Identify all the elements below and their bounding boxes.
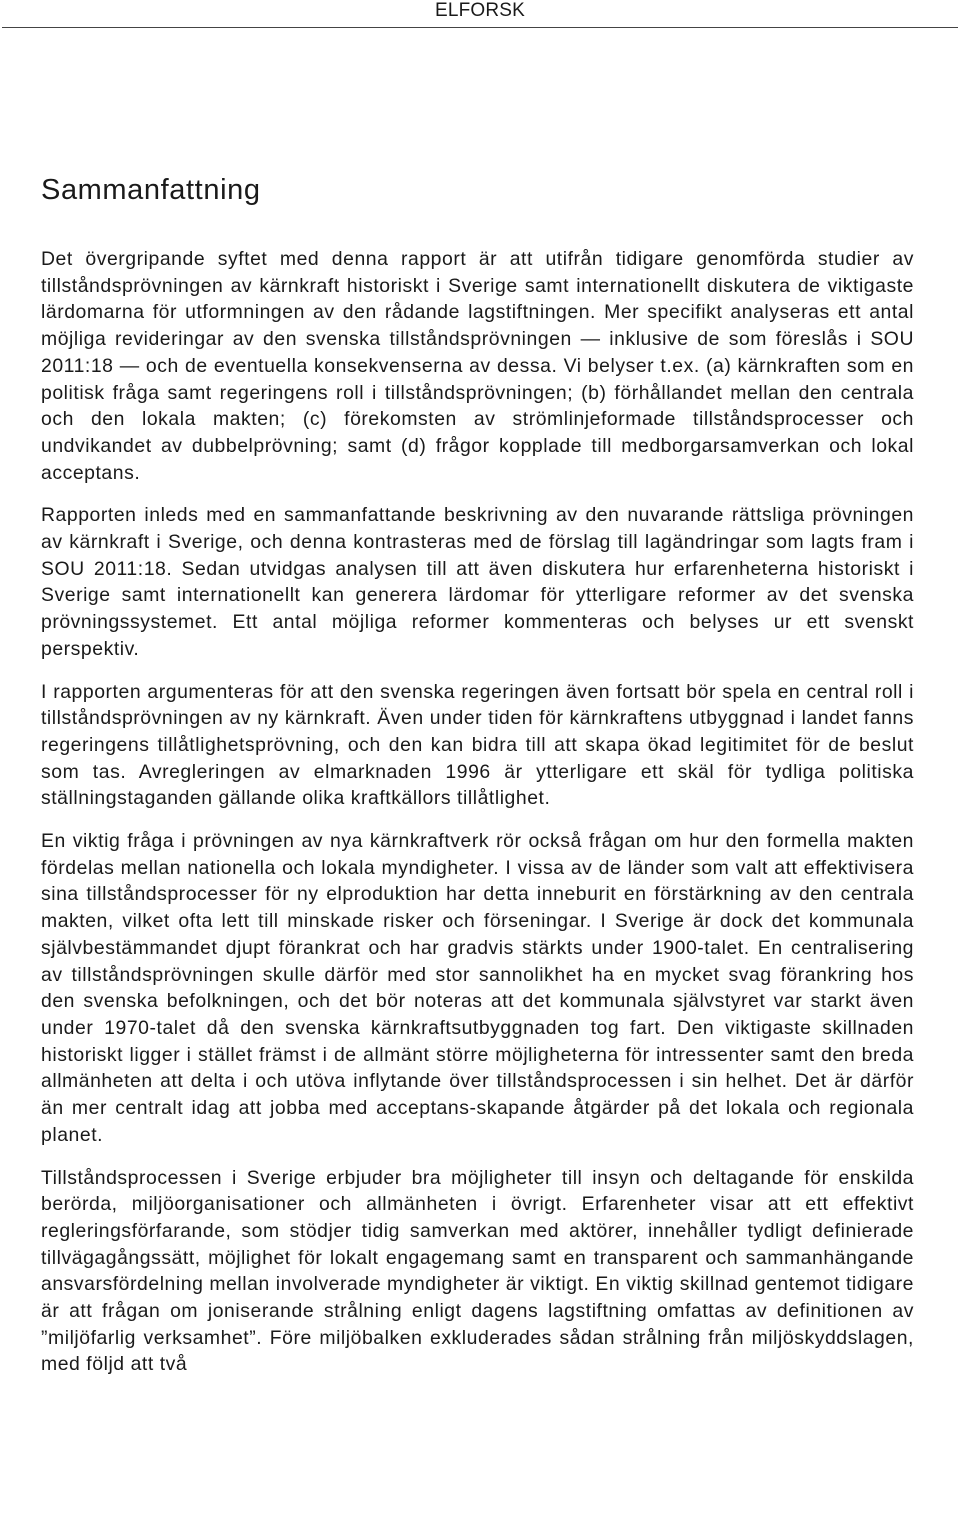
paragraph-4: En viktig fråga i prövningen av nya kärnkraftverk rör också frågan om hur den formella makten fördelas mellan nationella och lokala myndigheter. I vissa av de länder som valt att effektivisera sina tillståndsprocesser för ny elproduktion har detta inneburit en förstärkning av den centrala makten, vilket ofta lett till minskade risker och förseningar. I Sverige är dock det kommunala självbestämmandet djupt förankrat och har gradvis stärkts under 1900-talet. En centralisering av tillståndsprövningen skulle därför med stor sannolikhet ha en mycket svag förankring hos den svenska befolkningen, och det bör noteras att det kommunala självstyret var starkt även under 1970-talet då den svenska kärnkraftsutbyggnaden tog fart. Den viktigaste skillnaden historiskt ligger i stället främst i de allmänt större möjligheterna för intressenter samt den breda allmänheten att delta i och utöva inflytande över tillståndsprocessen i sin helhet. Det är därför än mer centralt idag att jobba med acceptans-skapande åtgärder på det lokala och regionala planet. [41,830,914,1146]
header-divider [2,27,958,28]
paragraph-2: Rapporten inleds med en sammanfattande beskrivning av den nuvarande rättsliga prövningen av kärnkraft i Sverige, och denna kontrasteras med de förslag till lagändringar som lagts fram i SOU 2011:18. Sedan utvidgas analysen till att även diskutera hur erfarenheterna historiskt i Sverige samt internationellt kan generera lärdomar för ytterligare reformer av det svenska prövningssystemet. Ett antal möjliga reformer kommenteras och belyses ur ett svenskt perspektiv. [41,504,914,660]
running-header: ELFORSK [434,0,526,21]
section-title: Sammanfattning [41,174,261,206]
paragraph-1: Det övergripande syftet med denna rapport är att utifrån tidigare genomförda studier av tillståndsprövningen av kärnkraft historiskt i Sverige samt internationellt diskutera de viktigaste lärdomarna för utformningen av den rådande lagstiftningen. Mer specifikt analyseras ett antal möjliga revideringar av den svenska tillståndsprövningen — inklusive de som föreslås i SOU 2011:18 — och de eventuella konsekvenserna av dessa. Vi belyser t.ex. (a) kärnkraften som en politisk fråga samt regeringens roll i tillståndsprövningen; (b) förhållandet mellan den centrala och den lokala makten; (c) förekomsten av strömlinjeformade tillståndsprocesser och undvikandet av dubbelprövning; samt (d) frågor kopplade till medborgarsamverkan och lokal acceptans. [41,248,914,484]
paragraph-3: I rapporten argumenteras för att den svenska regeringen även fortsatt bör spela en central roll i tillståndsprövningen av ny kärnkraft. Även under tiden för kärnkraftens utbyggnad i landet fanns regeringens tillåtlighetsprövning, och den kan bidra till att skapa ökad legitimitet för de beslut som tas. Avregleringen av elmarknaden 1996 är ytterligare ett skäl för tydliga politiska ställningstaganden gällande olika kraftkällors tillåtlighet. [41,680,914,810]
paragraph-5: Tillståndsprocessen i Sverige erbjuder bra möjligheter till insyn och deltagande för enskilda berörda, miljöorganisationer och allmänheten i övrigt. Erfarenheter visar att ett effektivt regleringsförfarande, som stödjer tidig samverkan med aktörer, innehåller tydligt definierade tillvägagångssätt, möjlighet för lokalt engagemang samt en transparent och sammanhängande ansvarsfördelning mellan involverade myndigheter är viktigt. En viktig skillnad gentemot tidigare är att frågan om joniserande strålning enligt dagens lagstiftning omfattas av definitionen av ”miljöfarlig verksamhet”. Före miljöbalken exkluderades sådan strålning från miljöskyddslagen, med följd att två [41,1166,914,1376]
body-text [41,246,914,1394]
